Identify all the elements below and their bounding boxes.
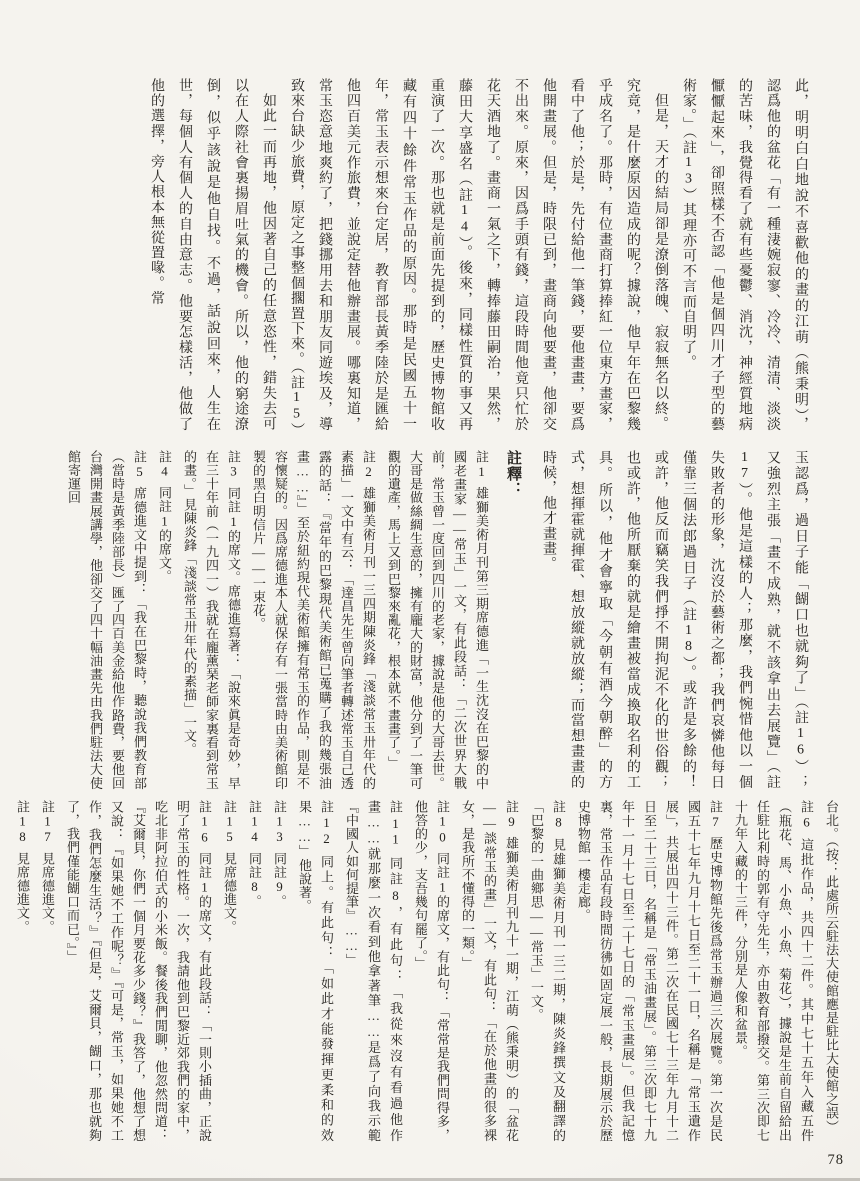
note-number: 註6 [799,800,814,831]
note-item [61,800,215,1142]
note-number: 註3 [226,450,241,480]
main-paragraph: 此，明明白白地說不喜歡他的畫的江萌（熊秉明），認爲他的盆花「有一種淒婉寂寥、冷冷、清清、淡淡的苦味，我覺得看了就有些憂鬱、消沈，神經質地病懨懨起來」，卻照樣不否認「他是個四川才子型的藝術家。」（註13）其理亦可不言而自明了。 [681,78,808,432]
main-paragraph: 如此一而再地，他因著自己的任意恣性，錯失去可以在人際社會裏揚眉吐氣的機會。所以，他的窮途潦倒，似乎該說是他自找。不過，話說回來，人生在世，每個人有個人的自由意志。他要怎樣活，他做了他的選擇，旁人根本無從置喙。常 [149,78,276,432]
note-number: 註1 [474,450,489,480]
note-item [62,450,150,790]
note-text: 同註1的席文。 [157,486,172,584]
note-number: 註11 [388,800,403,848]
note-item [11,800,33,1142]
note-item [268,800,290,1142]
note-item [572,800,726,1142]
page-number: 78 [827,1152,844,1168]
main-text-section [42,78,814,438]
note-text: 同註8。 [247,851,262,909]
note-text: 見雄獅美術月刊一三二期，陳炎鋒撰文及翻譯的「巴黎的一曲鄉思——常玉」一文。 [529,800,566,1142]
note-number: 註18 [15,800,30,845]
note-item [340,800,406,1142]
note-item [729,800,817,1142]
note-number: 註15 [222,800,237,845]
note-item [409,800,453,1142]
note-text: 同上。有此句：「如此才能發揮更柔和的效果……」他說著。 [297,800,334,1142]
note-item [293,800,337,1142]
note-item [243,800,265,1142]
note-text: 同註9。 [272,851,287,909]
note-text: 同註1的席文，有此句：「常常是我們問得多，他答的少，支吾幾句罷了。」 [413,800,450,1142]
note-text: 雄獅美術月刊一三四期陳炎鋒「淺談常玉卅年代的素描」一文中有云：「達昌先生曾向筆者轉述常玉自己透露的話：『當年的巴黎現代美術館已蒐購了我的幾張油畫……』」至於紐約現代美術館擁有常玉的作品，則是不容懷疑的。因爲席德進本人就保存有一張當時由美術館印製的黑白明信片——一束花。 [251,450,376,791]
note-text: 見席德進文。 [15,851,30,934]
main-paragraph: 但是，天才的結局卻是潦倒落魄、寂寂無名以終。究竟，是什麼原因造成的呢？據說，他早年在巴黎幾乎成名了。那時，有位畫商打算捧紅一位東方畫家，看中了他；於是，先付給他一筆錢，要他畫畫，要爲他開畫展。但是，時限已到，畫商向他要畫，他卻交不出來。原來，因爲手頭有錢，這段時間他竟只忙於花天酒地了。畫商一氣之下，轉捧藤田嗣治，果然，藤田大享盛名（註14）。後來，同樣性質的事又再重演了一次。那也就是前面先提到的，歷史博物館收藏有四十餘件常玉作品的原因。那時是民國五十一年，常玉表示想來台定居，教育部長黃季陸於是匯給他四百美元作旅費，並說定替他辦畫展。哪裏知道，常玉恣意地爽約了，把錢挪用去和朋友同遊埃及，導致來台缺少旅費，原定之事整個擱置下來。（註15） [289,78,668,438]
middle-band [46,450,814,790]
note-text: 這批作品，共四十二件。其中七十五年入藏五件（瓶花、馬、小魚、小魚、菊花），據說是生前自留給出任駐比利時的郭有守先生，亦由教育部撥交。第三次即七十九年入藏的十三件，分別是人像和盆景。 [733,800,814,1142]
note-text: 同註8，有此句：「我從來沒有看過他作畫……就那麼一次看到他拿著筆……是爲了向我示範『中國人如何提筆』……」 [344,800,403,1142]
note-item [456,800,522,1142]
note-item [525,800,569,1142]
notes-section-title: 註釋： [505,450,521,497]
note-text: 同註1的席文。席德進寫著：「說來眞是奇妙，早在三十年前（一九四一）我就在龐薰琹老師家裏看到常玉的畫。」見陳炎鋒「淺談常玉卅年代的素描」一文。 [182,450,241,791]
note5-continuation: 台北。（按：此處所云駐法大使館應是駐比大使館之誤） [824,800,839,1134]
note-number: 註16 [197,800,212,845]
note-number: 註7 [708,800,723,830]
note-number: 註10 [435,800,450,845]
note-number: 註14 [247,800,262,845]
note-item [153,450,175,790]
note-item [218,800,240,1142]
note-item [36,800,58,1142]
note-number: 註17 [40,800,55,845]
note-item [247,450,379,790]
note-text: 雄獅美術月刊九十一期，江萌（熊秉明）的「盆花——談常玉的畫」一文，有此句：「在於他畫的很多裸女，是我所不懂得的一類。」 [460,800,519,1143]
main-text-continuation: 玉認爲，過日子能「餬口也就夠了」（註16）；又強烈主張「畫不成熟，就不該拿出去展覽」（註17）。他是這樣的人；那麼，我們惋惜他以一個失敗者的形象，沈沒於藝術之都；我們哀憐他每日僅靠三個法郎過日子（註18）。或許是多餘的！或許，他反而竊笑我們掙不開拘泥不化的世俗觀；也或許，他所厭棄的就是繪畫被當成換取名利的工具。所以，他才會寧取「今朝有酒今朝醉」的方式，想揮霍就揮霍、想放縱就放縱；而當想畫畫的時候，他才畫畫。 [541,450,808,790]
notes-section-part1 [46,450,524,790]
note-number: 註4 [157,450,172,480]
note-text: 見席德進文。 [222,851,237,934]
note-number: 註12 [319,800,334,847]
note-text: 雄獅美術月刊第三期席德進「一生沈沒在巴黎的中國老畫家——常玉」一文，有此段話：「二次世界大戰前，常玉曾一度回到四川的老家，據說是他的大哥去世。大哥是做絲綢生意的，擁有龐大的財富，他分到了一筆可觀的遺產，馬上又到巴黎來亂花，根本就不畫畫了。」 [386,450,489,791]
note-text: 歷史博物館先後爲常玉辦過三次展覽。第一次是民國五十七年九月十七日至二十一日，名稱是「常玉遺作展」，共展出四十三件。第二次在民國七十三年九月十二日至二十三日，名稱是「常玉油畫展」。第三次即七十九年十一月十七日至二十七日的「常玉畫展」。但我記憶裏，常玉作品有段時間彷彿如固定展一般，長期展示於歷史博物館一樓走廊。 [576,800,723,1143]
note-number: 註9 [504,800,519,830]
notes-section-part2 [15,800,842,1143]
note-item [178,450,244,790]
note-text: 見席德進文。 [40,851,55,934]
note-number: 註5 [132,450,147,480]
note-number: 註13 [272,800,287,845]
note-item [382,450,492,790]
note-text: 席德進文中提到：「我在巴黎時，聽說我們教育部（當時是黃季陸部長）匯了四百美金給他作路費，要他回台灣開畫展講學，他卻交了四十幅油畫先由我們駐法大使館寄運回 [66,450,147,791]
note-text: 同註1的席文，有此段話：「一則小插曲，正說明了常玉的性格。一次，我請他到巴黎近郊我們的家中，吃北非阿拉伯式的小米飯。餐後我們閒聊，他忽然問道：『艾爾貝，你們一個月要花多少錢？』我答了，他想了想又說：『如果她不工作呢？』『可是，常玉，如果她不工作，我們怎麼生活？』『但是，艾爾貝，餬口，那也就夠了，我們僅能餬口而已。』」 [65,800,212,1142]
note-number: 註2 [361,450,376,480]
note-number: 註8 [551,800,566,831]
